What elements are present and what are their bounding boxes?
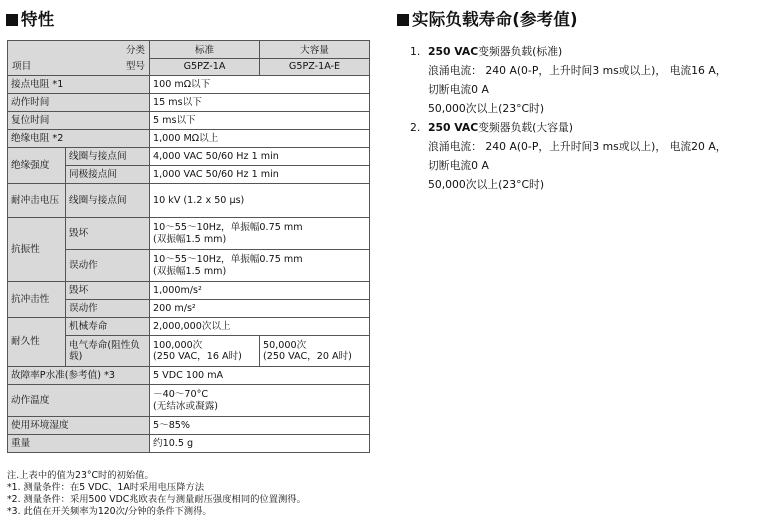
sub-label: 线圈与接点间	[66, 148, 150, 166]
row-value: 15 ms以下	[150, 94, 370, 112]
item-line: 切断电流0 A	[428, 159, 489, 172]
row-value: 约10.5 g	[150, 435, 370, 453]
row-value: 1,000 MΩ以上	[150, 130, 370, 148]
sub-label: 毁坏	[66, 282, 150, 300]
value-line: (250 VAC，16 A时)	[153, 351, 242, 362]
value-high	[260, 336, 370, 367]
table-row	[8, 318, 370, 336]
row-value	[150, 250, 370, 282]
item-line: 50,000次以上(23°C时)	[428, 178, 545, 191]
row-value: 5 ms以下	[150, 112, 370, 130]
sub-label: 线圈与接点间	[66, 184, 150, 218]
model-label: 型号	[125, 60, 145, 72]
row-label: 使用环境湿度	[8, 417, 150, 435]
table-row	[8, 148, 370, 166]
item-label: 项目	[12, 60, 32, 72]
table-row	[8, 282, 370, 300]
table-row	[8, 76, 370, 94]
specs-heading-text: 特性	[21, 10, 55, 29]
value-line: 100,000次	[153, 339, 203, 351]
row-value	[150, 385, 370, 417]
table-row	[8, 417, 370, 435]
item-line: 浪涌电流： 240 A(0-P，上升时间3 ms或以上)， 电流20 A，	[428, 140, 727, 153]
row-label: 绝缘电阻 *2	[8, 130, 150, 148]
sub-label: 毁坏	[66, 218, 150, 250]
row-value: 200 m/s²	[150, 300, 370, 318]
row-label: 接点电阻 *1	[8, 76, 150, 94]
row-value: 1,000m/s²	[150, 282, 370, 300]
table-header-row	[8, 41, 370, 76]
footnote: *1. 测量条件：在5 VDC、1A时采用电压降方法	[7, 482, 205, 493]
row-value: 10 kV (1.2 x 50 µs)	[150, 184, 370, 218]
row-label: 耐冲击电压	[8, 184, 66, 218]
model-standard: G5PZ-1A	[183, 60, 226, 72]
sub-label: 误动作	[66, 300, 150, 318]
square-bullet-icon	[397, 14, 409, 26]
row-label: 抗振性	[8, 218, 66, 282]
item-number: 1.	[410, 45, 421, 58]
item-title	[428, 118, 780, 137]
life-heading-text: 实际负载寿命(参考值)	[412, 10, 578, 29]
item-title-rest: 变频器负载(大容量)	[478, 121, 574, 134]
sub-label: 同极接点间	[66, 166, 150, 184]
row-value: 5～85%	[150, 417, 370, 435]
value-standard	[150, 336, 260, 367]
footnote: 注.上表中的值为23°C时的初始值。	[7, 470, 154, 481]
col-standard-label: 标准	[194, 45, 215, 56]
value-line: 50,000次	[263, 339, 307, 351]
item-title-bold: 250 VAC	[428, 121, 479, 134]
col-high-capacity	[260, 41, 370, 76]
value-line: (双振幅1.5 mm)	[153, 265, 227, 277]
value-line: (无结冰或凝露)	[153, 400, 219, 412]
item-line: 切断电流0 A	[428, 83, 489, 96]
category-label: 分类	[125, 45, 145, 56]
row-value: 4,000 VAC 50/60 Hz 1 min	[150, 148, 370, 166]
table-row	[8, 367, 370, 385]
col-standard	[150, 41, 260, 76]
item-title	[428, 42, 780, 61]
item-line: 50,000次以上(23°C时)	[428, 102, 545, 115]
value-line: (250 VAC，20 A时)	[263, 351, 352, 362]
model-high: G5PZ-1A-E	[288, 60, 341, 72]
life-list	[410, 42, 780, 194]
value-line: 10～55～10Hz，单振幅0.75 mm	[153, 222, 303, 233]
sub-label: 误动作	[66, 250, 150, 282]
value-line: (双振幅1.5 mm)	[153, 233, 227, 245]
table-row	[8, 218, 370, 250]
row-label: 动作时间	[8, 94, 150, 112]
row-label: 抗冲击性	[8, 282, 66, 318]
value-line: 10～55～10Hz，单振幅0.75 mm	[153, 254, 303, 265]
row-label: 复位时间	[8, 112, 150, 130]
table-row	[8, 130, 370, 148]
table-row	[8, 435, 370, 453]
item-number: 2.	[410, 121, 421, 134]
row-label: 故障率P水准(参考值) *3	[8, 367, 150, 385]
table-row	[8, 385, 370, 417]
row-value: 100 mΩ以下	[150, 76, 370, 94]
row-value	[150, 218, 370, 250]
row-value: 5 VDC 100 mA	[150, 367, 370, 385]
footnote: *2. 测量条件：采用500 VDC兆欧表在与测量耐压强度相同的位置测得。	[7, 494, 306, 505]
row-label: 动作温度	[8, 385, 150, 417]
item-title-rest: 变频器负载(标准)	[478, 45, 563, 58]
value-line: －40～70°C	[153, 389, 209, 400]
specs-heading	[6, 6, 54, 30]
item-line: 浪涌电流： 240 A(0-P，上升时间3 ms或以上)， 电流16 A，	[428, 64, 727, 77]
header-corner	[8, 41, 150, 76]
row-label: 绝缘强度	[8, 148, 66, 184]
sub-label: 电气寿命(阻性负载)	[66, 336, 150, 367]
row-label: 耐久性	[8, 318, 66, 367]
item-title-bold: 250 VAC	[428, 45, 479, 58]
footnotes	[7, 470, 306, 518]
row-value: 1,000 VAC 50/60 Hz 1 min	[150, 166, 370, 184]
square-bullet-icon	[6, 14, 18, 26]
row-label: 重量	[8, 435, 150, 453]
footnote: *3. 此值在开关频率为120次/分钟的条件下测得。	[7, 506, 212, 517]
list-item	[410, 42, 780, 118]
row-value: 2,000,000次以上	[150, 318, 370, 336]
characteristics-table	[7, 40, 370, 453]
list-item	[410, 118, 780, 194]
sub-label: 机械寿命	[66, 318, 150, 336]
col-high-label: 大容量	[300, 45, 329, 56]
table-row	[8, 112, 370, 130]
life-heading	[397, 6, 578, 30]
table-row	[8, 184, 370, 218]
table-row	[8, 94, 370, 112]
